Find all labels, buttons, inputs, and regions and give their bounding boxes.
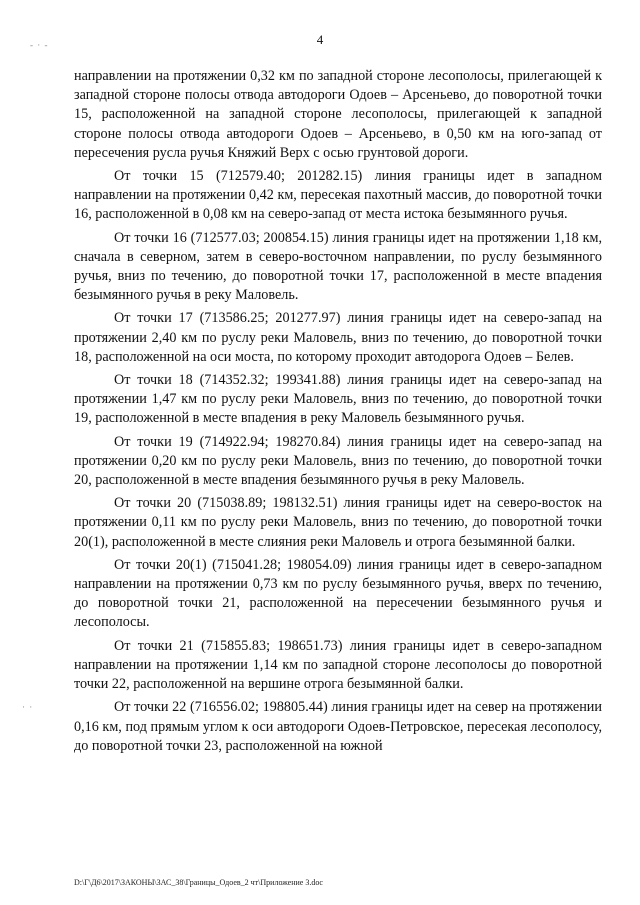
paragraph-point-15: От точки 15 (712579.40; 201282.15) линия границы идет в западном направлении на протяжении 0,42 км, пересекая пахотный массив, до поворотной точки 16, расположенной в 0,08 км на северо-запад от места истока безымянного ручья. [74,168,602,223]
paragraph-point-17: От точки 17 (713586.25; 201277.97) линия границы идет на северо-запад на протяжении 2,40 км по руслу реки Маловель, вниз по течению, до поворотной точки 18, расположенной на оси моста, по которому проходит автодорога Одоев – Белев. [74,310,602,365]
paragraph-point-19: От точки 19 (714922.94; 198270.84) линия границы идет на северо-запад на протяжении 0,20 км по руслу реки Маловель, вниз по течению, до поворотной точки 20, расположенной в месте впадения безымянного ручья в реку Маловель. [74,433,602,489]
footer-file-path: D:\Г\Д6\2017\ЗАКОНЫ\ЗАС_38\Границы_Одоев_2 чт\Приложение 3.doc [74,878,323,887]
paragraph-point-20-1: От точки 20(1) (715041.28; 198054.09) линия границы идет в северо-западном направлении на протяжении 0,73 км по руслу безымянного ручья, вверх по течению, до поворотной точки 21, расположенной на пересечении безымянного ручья и лесополосы. [74,556,602,631]
margin-mark-top: - · - [30,40,49,50]
margin-mark-mid: · · [22,702,34,712]
paragraph-continuation: направлении на протяжении 0,32 км по западной стороне лесополосы, прилегающей к западной стороне полосы отвода автодороги Одоев – Арсеньево, до поворотной точки 15, расположенной на западной стороне лесополосы, прилегающей к западной стороне полосы отвода автодороги Одоев – Арсеньево, в 0,50 км на юго-запад от пересечения русла ручья Княжий Верх с осью грунтовой дороги. [74,68,602,161]
paragraph-point-22: От точки 22 (716556.02; 198805.44) линия границы идет на север на протяжении 0,16 км, под прямым углом к оси автодороги Одоев-Петровское, пересекая лесополосу, до поворотной точки 23, расположенной на южной [74,699,602,754]
paragraph-point-16: От точки 16 (712577.03; 200854.15) линия границы идет на протяжении 1,18 км, сначала в северном, затем в северо-восточном направлении, по руслу безымянного ручья, вниз по течению, до поворотной точки 17, расположенной в месте впадения безымянного ручья в реку Маловель. [74,229,602,304]
document-body [74,67,602,760]
paragraph-point-21: От точки 21 (715855.83; 198651.73) линия границы идет в северо-западном направлении на протяжении 1,14 км по западной стороне лесополосы до поворотной точки 22, расположенной на вершине отрога безымянной балки. [74,637,602,693]
paragraph-point-20: От точки 20 (715038.89; 198132.51) линия границы идет на северо-восток на протяжении 0,11 км по руслу реки Маловель, вниз по течению, до поворотной точки 20(1), расположенной в месте слияния реки Маловель и отрога безымянной балки. [74,495,602,550]
page-number: 4 [316,32,324,47]
paragraph-point-18: От точки 18 (714352.32; 199341.88) линия границы идет на северо-запад на протяжении 1,47 км по руслу реки Маловель, вниз по течению, до поворотной точки 19, расположенной в месте впадения в реку Маловель безымянного ручья. [74,372,602,427]
